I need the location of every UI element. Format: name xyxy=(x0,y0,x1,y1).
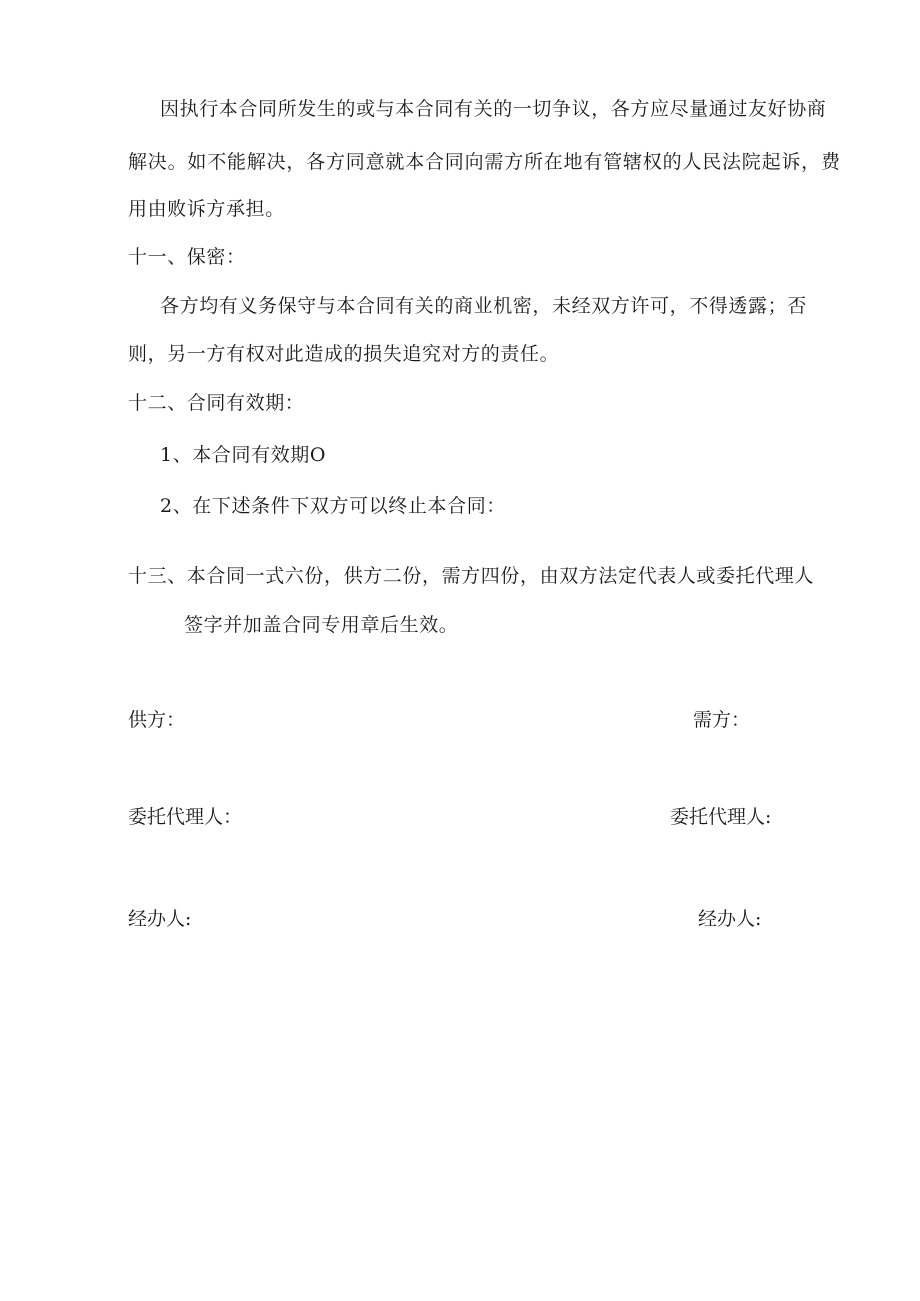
section-12-heading: 十二、合同有效期： xyxy=(128,392,305,414)
section-13-line-1: 十三、本合同一式六份，供方二份，需方四份，由双方法定代表人或委托代理人 xyxy=(128,565,815,587)
confidentiality-paragraph-line-1: 各方均有义务保守与本合同有关的商业机密，未经双方许可，不得透露；否 xyxy=(160,295,807,317)
buyer-handler-label: 经办人: xyxy=(698,908,762,930)
supplier-agent-label: 委托代理人： xyxy=(128,806,243,828)
buyer-label: 需方： xyxy=(693,709,751,731)
section-11-heading: 十一、保密： xyxy=(128,246,246,268)
validity-item-2: 2、在下述条件下双方可以终止本合同： xyxy=(160,495,506,517)
dispute-paragraph-line-2: 解决。如不能解决，各方同意就本合同向需方所在地有管辖权的人民法院起诉，费 xyxy=(128,151,840,173)
validity-item-1: 1、本合同有效期O xyxy=(160,444,327,466)
supplier-handler-label: 经办人: xyxy=(128,908,192,930)
buyer-agent-label: 委托代理人: xyxy=(670,806,772,828)
confidentiality-paragraph-line-2: 则，另一方有权对此造成的损失追究对方的责任。 xyxy=(128,343,560,365)
supplier-label: 供方： xyxy=(128,709,186,731)
section-13-line-2: 签字并加盖合同专用章后生效。 xyxy=(184,614,459,636)
dispute-paragraph-line-3: 用由败诉方承担。 xyxy=(128,198,285,220)
dispute-paragraph-line-1: 因执行本合同所发生的或与本合同有关的一切争议，各方应尽量通过友好协商 xyxy=(160,98,827,120)
